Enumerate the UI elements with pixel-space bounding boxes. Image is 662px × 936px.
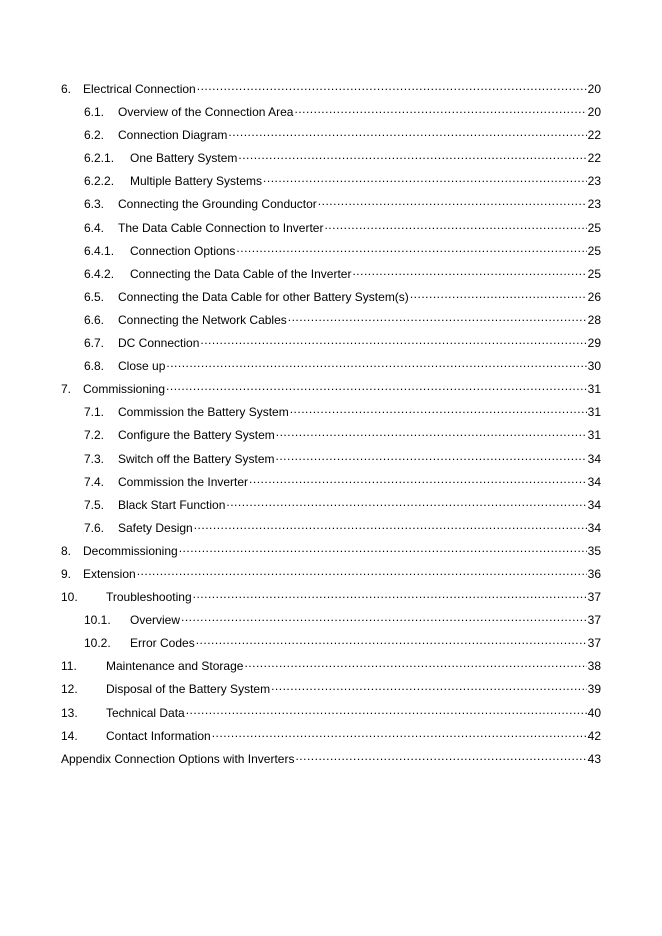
dot-leader	[186, 703, 587, 717]
toc-entry-number: 6.4.1.	[84, 243, 115, 258]
dot-leader	[271, 679, 587, 693]
toc-entry[interactable]	[61, 679, 601, 702]
toc-entry-number: 6.	[61, 82, 72, 96]
dot-leader	[410, 287, 587, 301]
toc-entry-page-number: 22	[587, 128, 601, 143]
dot-leader	[166, 356, 586, 370]
toc-entry-page-number: 31	[587, 382, 601, 397]
toc-entry-number: 6.8.	[84, 359, 105, 374]
toc-entry-number: 10.2.	[84, 636, 111, 651]
toc-entry-page-number: 34	[587, 474, 601, 489]
dot-leader	[318, 194, 587, 208]
toc-entry-title: Close up	[118, 359, 166, 374]
dot-leader	[193, 587, 587, 601]
toc-entry[interactable]	[61, 472, 601, 495]
toc-entry-title: Appendix Connection Options with Inverters	[61, 751, 295, 766]
dot-leader	[324, 218, 586, 232]
toc-entry[interactable]	[61, 218, 601, 241]
toc-entry-page-number: 37	[587, 636, 601, 651]
toc-entry-title: Extension	[83, 566, 136, 581]
toc-entry-page-number: 22	[587, 151, 601, 166]
toc-entry-number: 6.4.2.	[84, 266, 115, 281]
toc-entry-title: Commissioning	[83, 382, 166, 397]
toc-entry-title: Black Start Function	[118, 497, 226, 512]
toc-entry-page-number: 20	[587, 82, 601, 96]
toc-entry-number: 13.	[61, 705, 78, 720]
dot-leader	[288, 310, 587, 324]
dot-leader	[228, 125, 586, 139]
dot-leader	[295, 749, 586, 763]
toc-entry[interactable]	[61, 125, 601, 148]
toc-entry[interactable]	[61, 102, 601, 125]
toc-entry-title: Contact Information	[106, 728, 211, 743]
toc-entry-title: The Data Cable Connection to Inverter	[118, 220, 324, 235]
toc-entry[interactable]	[61, 541, 601, 564]
toc-entry-page-number: 31	[587, 428, 601, 443]
toc-entry-title: Error Codes	[130, 636, 195, 651]
toc-entry-number: 6.2.	[84, 128, 105, 143]
toc-entry-number: 7.3.	[84, 451, 105, 466]
dot-leader	[196, 633, 587, 647]
dot-leader	[194, 518, 587, 532]
dot-leader	[290, 402, 587, 416]
toc-entry-number: 7.2.	[84, 428, 105, 443]
toc-entry[interactable]	[61, 241, 601, 264]
dot-leader	[352, 264, 586, 278]
toc-entry-page-number: 23	[587, 174, 601, 189]
toc-entry-title: Technical Data	[106, 705, 185, 720]
toc-entry-title: Connecting the Grounding Conductor	[118, 197, 317, 212]
toc-entry-title: Multiple Battery Systems	[130, 174, 263, 189]
toc-entry[interactable]	[61, 449, 601, 472]
toc-entry[interactable]	[61, 310, 601, 333]
toc-entry-number: 11.	[61, 659, 77, 674]
toc-entry-page-number: 20	[587, 105, 601, 120]
toc-entry[interactable]	[61, 518, 601, 541]
toc-entry[interactable]	[61, 402, 601, 425]
toc-entry-title: Switch off the Battery System	[118, 451, 275, 466]
toc-entry-title: Maintenance and Storage	[106, 659, 244, 674]
toc-entry-number: 7.	[61, 382, 72, 397]
toc-entry[interactable]	[61, 171, 601, 194]
toc-entry-title: Troubleshooting	[106, 590, 192, 605]
toc-entry[interactable]	[61, 356, 601, 379]
dot-leader	[166, 379, 587, 393]
toc-entry-title: Overview of the Connection Area	[118, 105, 294, 120]
toc-entry-page-number: 40	[587, 705, 601, 720]
toc-entry-page-number: 28	[587, 312, 601, 327]
toc-entry[interactable]	[61, 564, 601, 587]
toc-entry-page-number: 34	[587, 520, 601, 535]
toc-entry[interactable]	[61, 726, 601, 749]
toc-entry-page-number: 37	[587, 613, 601, 628]
toc-entry[interactable]	[61, 610, 601, 633]
toc-entry-title: DC Connection	[118, 336, 200, 351]
toc-entry-title: Connecting the Data Cable for other Battery System(s)	[118, 289, 409, 304]
toc-entry-number: 12.	[61, 682, 78, 697]
dot-leader	[263, 171, 587, 185]
dot-leader	[200, 333, 586, 347]
toc-entry-page-number: 30	[587, 359, 601, 374]
toc-entry-number: 7.4.	[84, 474, 105, 489]
toc-entry-number: 7.1.	[84, 405, 105, 420]
toc-entry-page-number: 35	[587, 543, 601, 558]
toc-entry-page-number: 31	[587, 405, 601, 420]
toc-entry[interactable]	[61, 194, 601, 217]
toc-entry-page-number: 39	[587, 682, 601, 697]
dot-leader	[276, 425, 587, 439]
toc-entry-title: Commission the Battery System	[118, 405, 289, 420]
toc-entry-number: 6.1.	[84, 105, 105, 120]
toc-entry-number: 6.2.1.	[84, 151, 115, 166]
toc-entry-title: Connecting the Data Cable of the Inverter	[130, 266, 352, 281]
toc-entry-title: One Battery System	[130, 151, 238, 166]
dot-leader	[244, 656, 586, 670]
toc-entry[interactable]	[61, 587, 601, 610]
toc-entry-title: Commission the Inverter	[118, 474, 249, 489]
toc-entry-title: Configure the Battery System	[118, 428, 275, 443]
toc-entry[interactable]	[61, 333, 601, 356]
toc-entry-number: 6.2.2.	[84, 174, 115, 189]
dot-leader	[294, 102, 586, 116]
toc-entry-number: 14.	[61, 728, 78, 743]
dot-leader	[181, 610, 587, 624]
toc-entry[interactable]	[61, 749, 601, 772]
toc-entry-title: Connection Diagram	[118, 128, 228, 143]
toc-entry[interactable]	[61, 287, 601, 310]
toc-entry[interactable]	[61, 148, 601, 171]
toc-entry[interactable]	[61, 425, 601, 448]
dot-leader	[137, 564, 587, 578]
dot-leader	[238, 148, 586, 162]
toc-entry-page-number: 29	[587, 336, 601, 351]
dot-leader	[179, 541, 587, 555]
toc-entry-page-number: 37	[587, 590, 601, 605]
toc-entry-title: Disposal of the Battery System	[106, 682, 271, 697]
toc-entry-page-number: 34	[587, 497, 601, 512]
toc-entry-number: 6.3.	[84, 197, 105, 212]
dot-leader	[236, 241, 586, 255]
toc-entry-page-number: 25	[587, 220, 601, 235]
toc-entry-page-number: 36	[587, 566, 601, 581]
toc-entry-title: Connection Options	[130, 243, 236, 258]
toc-entry[interactable]	[61, 633, 601, 656]
toc-entry-number: 9.	[61, 566, 72, 581]
dot-leader	[249, 472, 587, 486]
toc-entry-number: 10.	[61, 590, 78, 605]
toc-entry-title: Safety Design	[118, 520, 193, 535]
table-of-contents	[61, 79, 601, 772]
toc-entry-number: 6.5.	[84, 289, 105, 304]
toc-entry-number: 7.5.	[84, 497, 105, 512]
toc-entry[interactable]	[61, 703, 601, 726]
toc-entry-number: 7.6.	[84, 520, 105, 535]
toc-entry-title: Decommissioning	[83, 543, 178, 558]
toc-entry-page-number: 38	[587, 659, 601, 674]
toc-entry-page-number: 34	[587, 451, 601, 466]
toc-entry-page-number: 26	[587, 289, 601, 304]
toc-entry-page-number: 43	[587, 751, 601, 766]
toc-entry-page-number: 23	[587, 197, 601, 212]
toc-entry-title: Overview	[130, 613, 181, 628]
toc-entry-number: 6.4.	[84, 220, 105, 235]
toc-entry-page-number: 25	[587, 243, 601, 258]
dot-leader	[276, 449, 587, 463]
toc-entry-title: Connecting the Network Cables	[118, 312, 287, 327]
toc-entry[interactable]	[61, 264, 601, 287]
toc-entry-number: 6.7.	[84, 336, 105, 351]
dot-leader	[197, 79, 587, 93]
toc-entry-number: 8.	[61, 543, 72, 558]
toc-entry-page-number: 42	[587, 728, 601, 743]
toc-entry-number: 6.6.	[84, 312, 105, 327]
dot-leader	[226, 495, 586, 509]
toc-entry-number: 10.1.	[84, 613, 111, 628]
toc-entry[interactable]	[61, 656, 601, 679]
toc-entry[interactable]	[61, 379, 601, 402]
dot-leader	[212, 726, 587, 740]
toc-entry-title: Electrical Connection	[83, 82, 196, 96]
toc-entry-page-number: 25	[587, 266, 601, 281]
toc-entry[interactable]	[61, 79, 601, 102]
toc-entry[interactable]	[61, 495, 601, 518]
